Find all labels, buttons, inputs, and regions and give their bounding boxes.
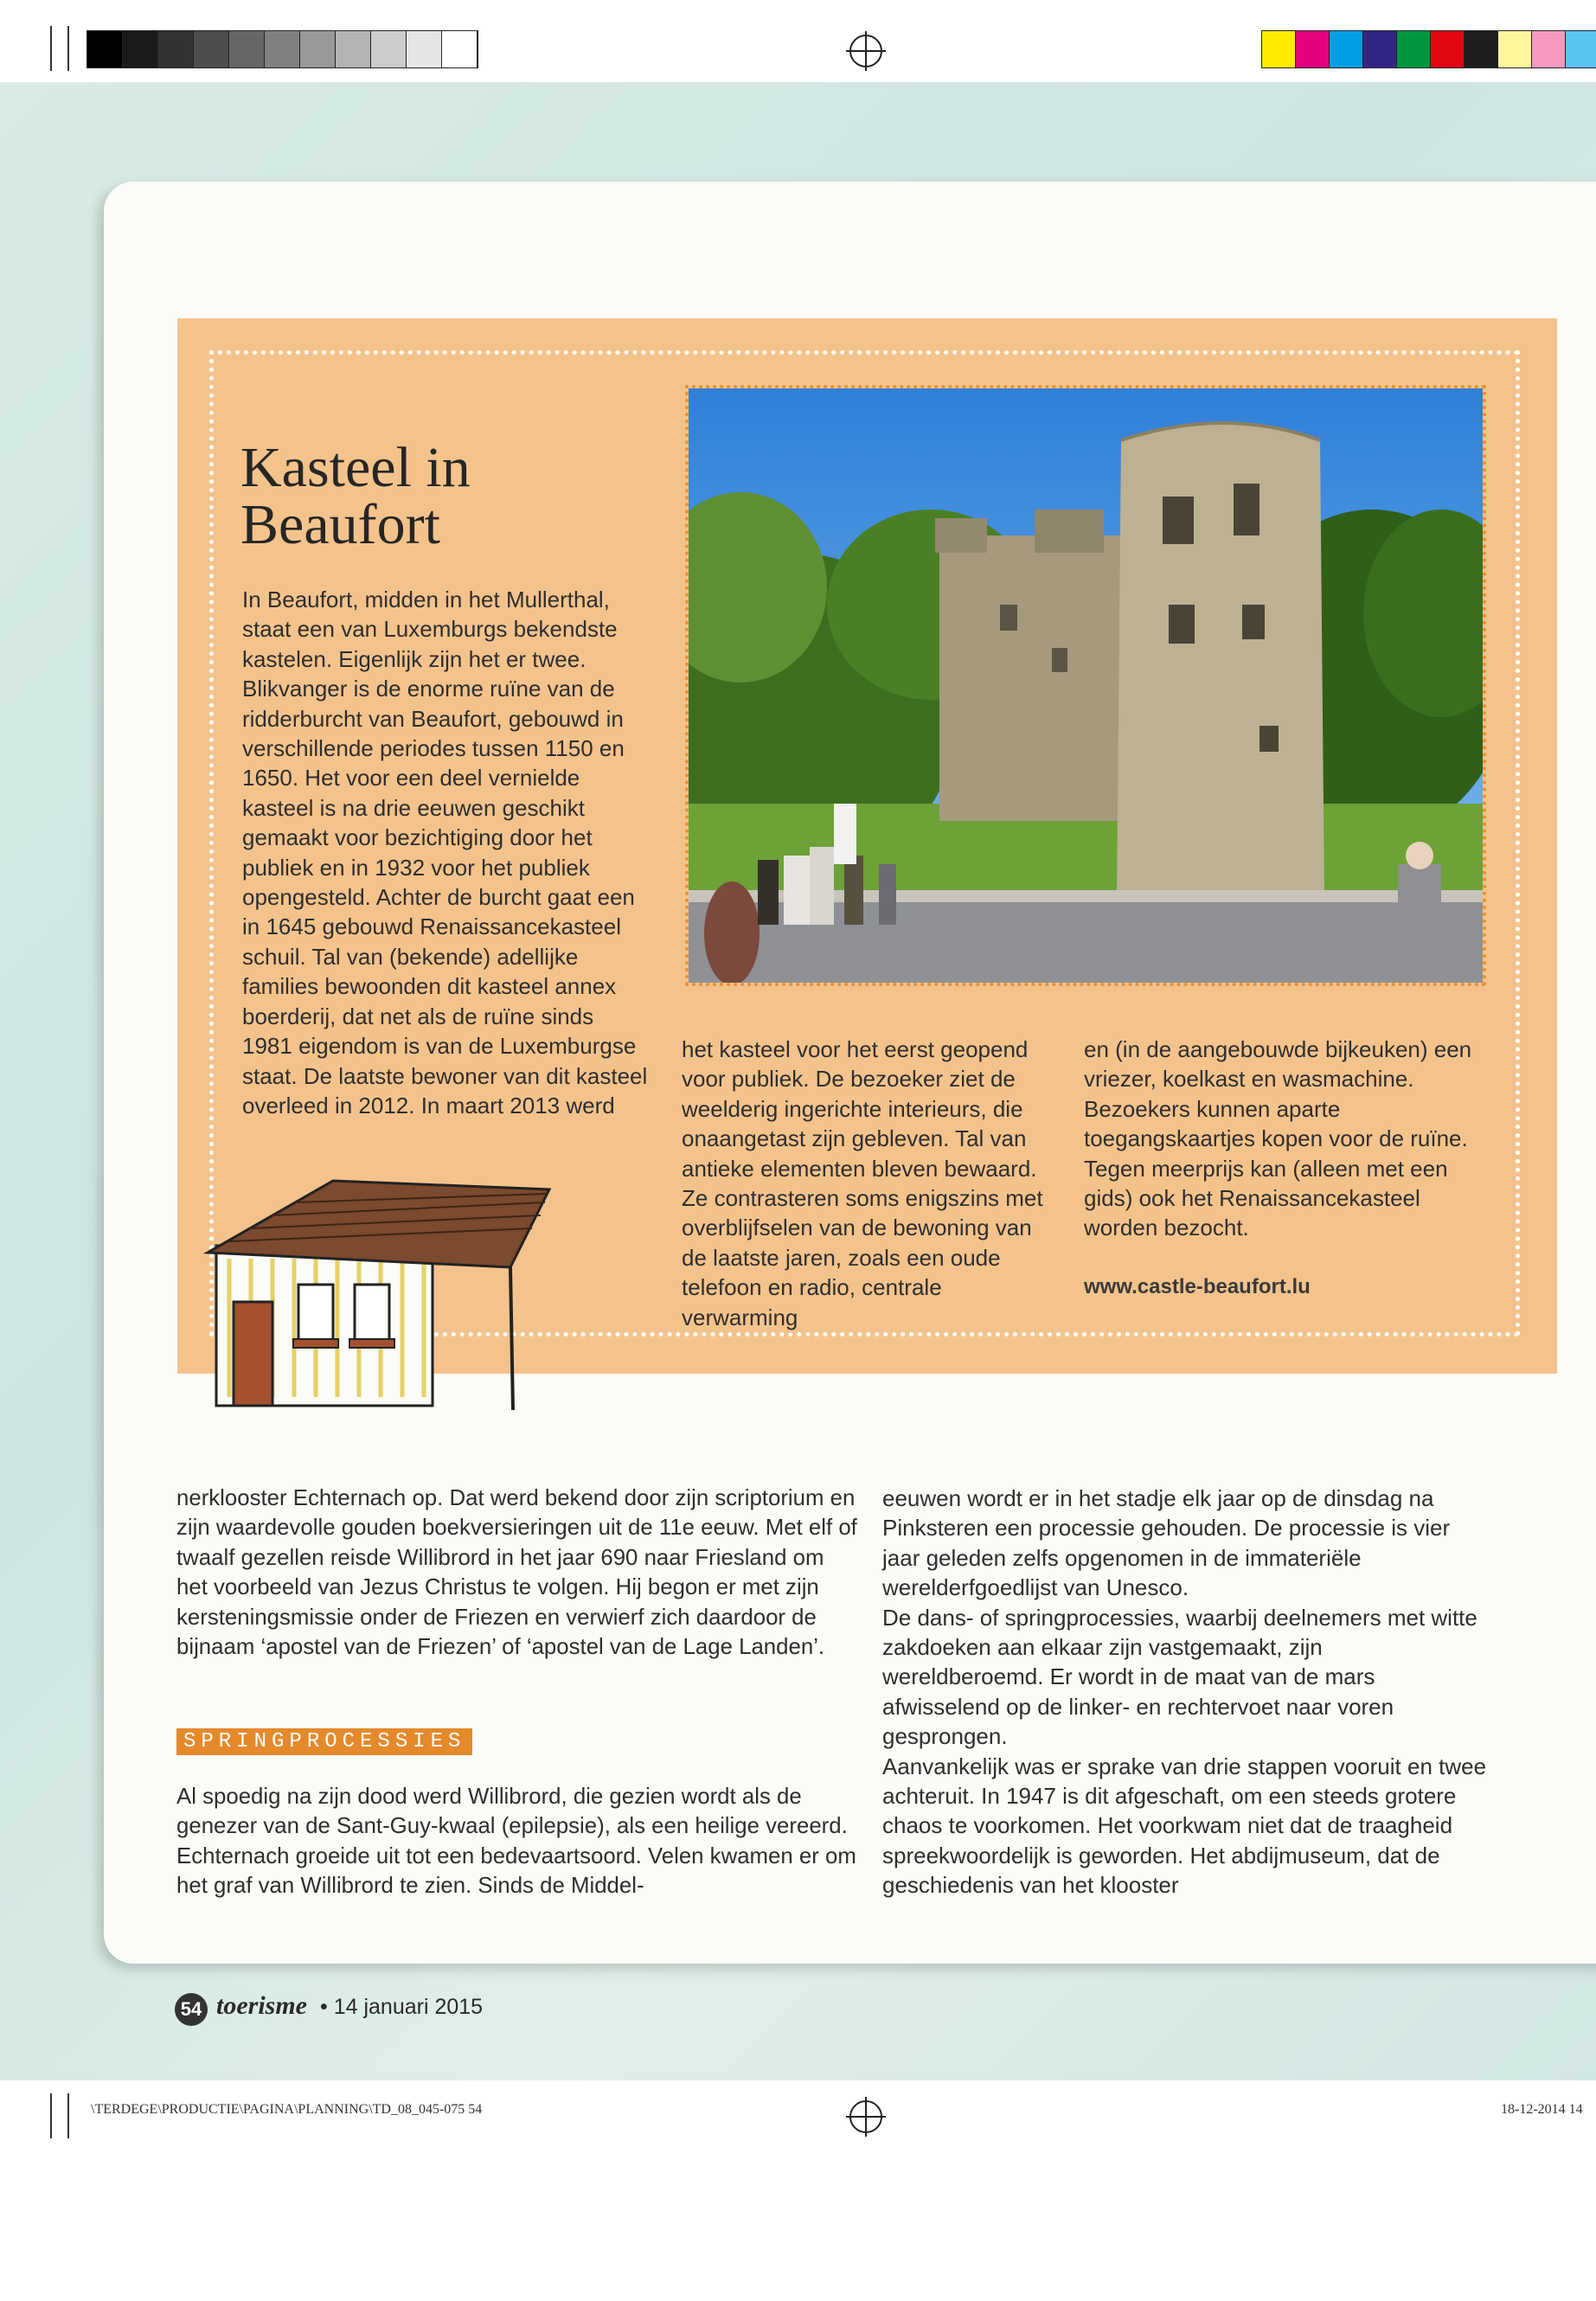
feature-column-1: In Beaufort, midden in het Mullerthal, staat een van Luxemburgs bekendste kastelen. Eigenlijk zijn het er twee. Blikvanger is de enorme ruïne van de ridderburcht van Beaufort, gebouwd in verschillende periodes tussen 1150 en 1650. Het voor een deel vernielde kasteel is na drie eeuwen geschikt gemaakt voor bezichtiging door het publiek en in 1932 voor het publiek opengesteld. Achter de burcht gaat een in 1645 gebouwd Renaissancekasteel schuil. Tal van (bekende) adellijke families bewoonden dit kasteel annex boerderij, dat net als de ruïne sinds 1981 eigendom is van de Luxemburgse staat. De laatste bewoner van dit kasteel overleed in 2012. In maart 2013 werd <box>242 586 648 1118</box>
slug-line: \TERDEGE\PRODUCTIE\PAGINA\PLANNING\TD_08_045-075 54 <box>91 2102 483 2117</box>
feature-title: Kasteel in Beaufort <box>240 436 471 556</box>
issue-date: • 14 januari 2015 <box>320 1995 484 2019</box>
color-calibration-bar <box>1261 30 1596 68</box>
website-link[interactable]: www.castle-beaufort.lu <box>1084 1275 1311 1298</box>
castle-photo <box>685 385 1486 986</box>
crop-mark <box>67 2093 69 2138</box>
feature-column-3: en (in de aangebouwde bijkeuken) een vriezer, koelkast en wasmachine. Bezoekers kunnen aparte toegangskaartjes kopen voor de ruïne. Tegen meerprijs kan (alleen met een gids) ook het Renaissancekasteel worden bezocht. <box>1084 1036 1472 1241</box>
shed-illustration <box>203 1176 619 1419</box>
feature-column-2: het kasteel voor het eerst geopend voor publiek. De bezoeker ziet de weelderig ingerichte interieurs, die onaangetast zijn gebleven. Tal van antieke elementen bleven bewaard. Ze contrasteren soms enigszins met overblijfselen van de bewoning van de laatste jaren, zoals een oude telefoon en radio, centrale verwarming <box>682 1036 1043 1330</box>
section-heading: SPRINGPROCESSIES <box>176 1728 472 1755</box>
article-paragraph: Aanvankelijk was er sprake van drie stappen vooruit en twee achteruit. In 1947 is dit afgeschaft, om een steeds grotere chaos te voorkomen. Het voorkwam niet dat de traagheid spreekwoordelijk is geworden. Het abdijmuseum, dat de geschiedenis van het klooster <box>882 1753 1487 1899</box>
article-paragraph: nerklooster Echternach op. Dat werd bekend door zijn scriptorium en zijn waardevolle gouden boekversieringen uit de 11e eeuw. Met elf of twaalf gezellen reisde Willibrord in het jaar 690 naar Friesland om het voorbeeld van Jezus Christus te volgen. Hij begon er met zijn kersteningsmissie onder de Friezen en verwierf zich daardoor de bijnaam ‘apostel van de Friezen’ of ‘apostel van de Lage Landen’. <box>176 1486 857 1660</box>
registration-mark-icon <box>849 35 882 67</box>
magazine-brand: toerisme <box>216 1991 307 2020</box>
grayscale-calibration-bar <box>87 30 478 68</box>
crop-mark <box>50 26 52 71</box>
page-number: 54 <box>175 1993 208 2026</box>
article-paragraph: De dans- of springprocessies, waarbij deelnemers met witte zakdoeken aan elkaar zijn vastgemaakt, zijn wereldberoemd. Er wordt in de maat van de mars afwisselend op de linker- en rechtervoet naar voren gesprongen. <box>882 1604 1477 1750</box>
registration-mark-icon <box>849 2100 882 2133</box>
castle-illustration <box>689 388 1483 983</box>
article-paragraph: Al spoedig na zijn dood werd Willibrord, die gezien wordt als de genezer van de Sant-Guy-kwaal (epilepsie), als een heilige vereerd. Echternach groeide uit tot een bedevaartsoord. Velen kwamen er om het graf van Willibrord te zien. Sinds de Middel- <box>176 1785 856 1899</box>
crop-mark <box>50 2093 52 2138</box>
slug-date: 18-12-2014 14 <box>1501 2102 1583 2117</box>
crop-mark <box>67 26 69 71</box>
article-right-column <box>882 1484 1488 1900</box>
article-paragraph: eeuwen wordt er in het stadje elk jaar op de dinsdag na Pinksteren een processie gehouden. De processie is vier jaar geleden zelfs opgenomen in de immateriële werelderfgoedlijst van Unesco. <box>882 1485 1451 1601</box>
